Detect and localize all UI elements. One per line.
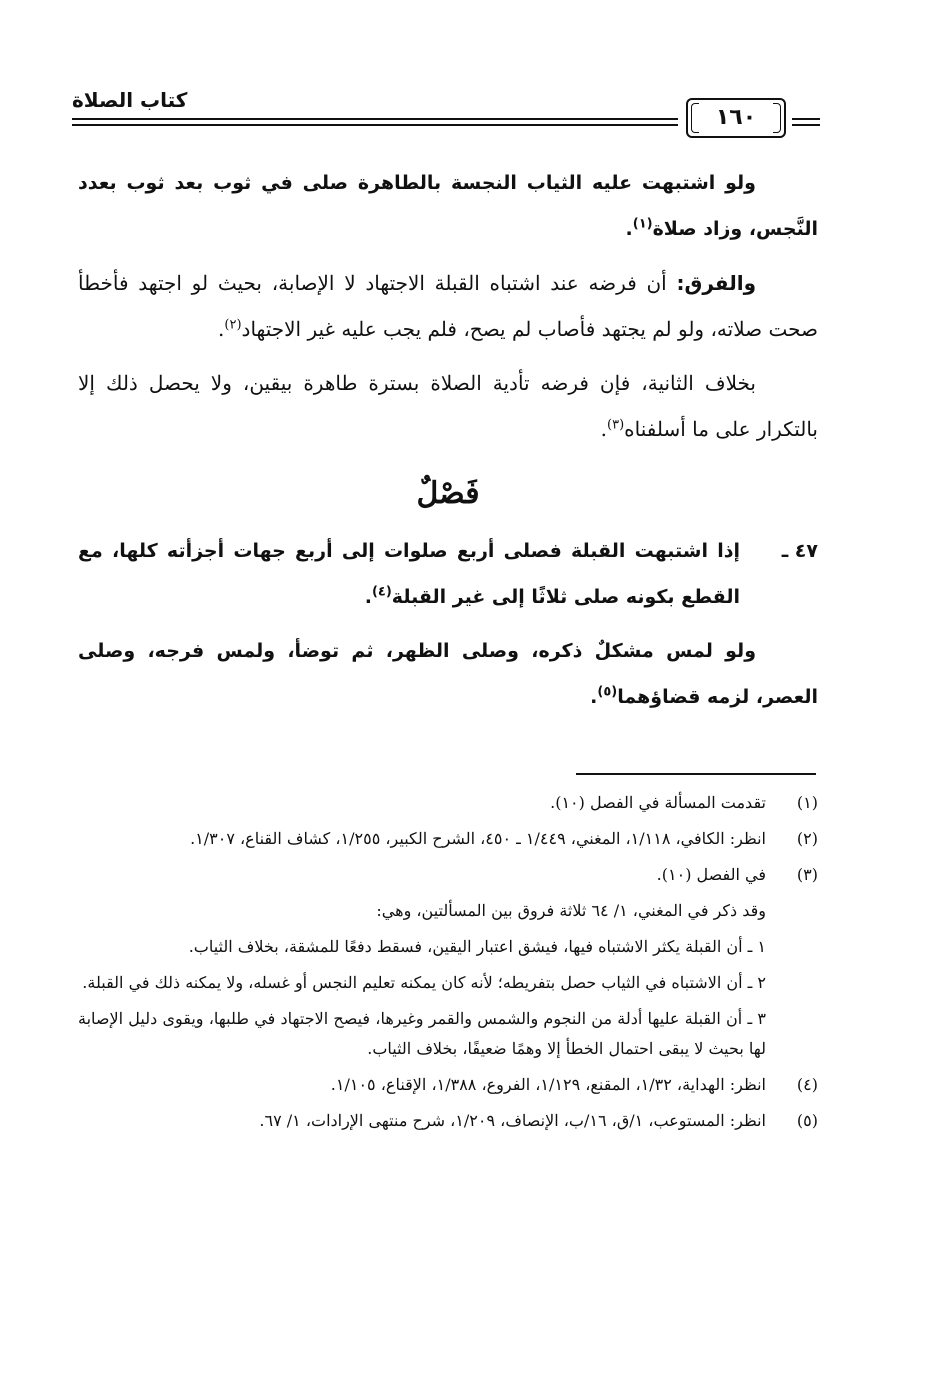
term-label: والفرق: [676,271,756,295]
footnote-1 [78,788,818,818]
footnote-text: انظر: المستوعب، ١/ق، ١٦/ب، الإنصاف، ١/٢٠٩، شرح منتهى الإرادات، ١/ ٦٧. [259,1111,766,1130]
footnote-ref[interactable]: (٢) [224,317,242,333]
paragraph-text: إذا اشتبهت القبلة فصلى أربع صلوات إلى أربع جهات أجزأته كلها، مع القطع بكونه صلى ثلاثًا إلى غير القبلة [78,540,740,608]
footnote-text: في الفصل (١٠). [656,865,766,884]
page-number: ١٦٠ [686,98,786,138]
footnote-5 [78,1106,818,1136]
footnote-2 [78,824,818,854]
period: . [625,218,633,240]
header-rule [792,124,820,126]
paragraph-text: أن فرضه عند اشتباه القبلة الاجتهاد لا الإصابة، بحيث لو اجتهد فأخطأ صحت صلاته، ولو لم يجتهد فأصاب لم يصح، فلم يجب عليه غير الاجتهاد [78,271,818,341]
footnote-text: انظر: الكافي، ١/١١٨، المغني، ١/٤٤٩ ـ ٤٥٠، الشرح الكبير، ١/٢٥٥، كشاف القناع، ١/٣٠٧. [190,829,766,848]
main-text [78,160,818,728]
footnote-number: (٣) [796,865,818,884]
paragraph-2 [78,260,818,352]
footnote-4 [78,1070,818,1100]
period: . [364,586,372,608]
issue-number: ٤٧ ـ [781,540,818,562]
header-rule [72,124,678,126]
footnote-text: تقدمت المسألة في الفصل (١٠). [550,793,766,812]
footnote-3-intro: وقد ذكر في المغني، ١/ ٦٤ ثلاثة فروق بين المسألتين، وهي: [376,901,766,920]
period: . [600,417,607,441]
header-rule [72,118,678,120]
footnote-number: (١) [796,793,818,812]
issue-paragraph [78,528,818,620]
footnote-3-item: ٢ ـ أن الاشتباه في الثياب حصل بتفريطه؛ لأنه كان يمكنه تعليم النجس أو غسله، ولا يمكنه ذلك في القبلة. [82,973,766,992]
footnote-separator [576,773,816,775]
paragraph-5 [78,628,818,720]
footnote-number: (٥) [796,1111,818,1130]
footnote-text: انظر: الهداية، ١/٣٢، المقنع، ١/١٢٩، الفروع، ١/٣٨٨، الإقناع، ١/١٠٥. [330,1075,766,1094]
footnotes [78,788,818,1142]
paragraph-text: ولو اشتبهت عليه الثياب النجسة بالطاهرة صلى في ثوب بعد ثوب بعدد النَّجس، وزاد صلاة [78,172,818,240]
paragraph-text: بخلاف الثانية، فإن فرضه تأدية الصلاة بسترة طاهرة بيقين، ولا يحصل ذلك إلا بالتكرار على ما أسلفناه [78,371,818,441]
footnote-3 [78,860,818,890]
paragraph-1 [78,160,818,252]
footnote-ref[interactable]: (٣) [607,417,625,433]
book-title: كتاب الصلاة [72,88,188,112]
footnote-ref[interactable]: (٤) [371,584,392,600]
period: . [590,686,598,708]
footnote-3-item: ٣ ـ أن القبلة عليها أدلة من النجوم والشمس والقمر وغيرها، فيصح الاجتهاد في طلبها، ويقوى دليل الإصابة لها بحيث لا يبقى احتمال الخطأ إلا وهمًا ضعيفًا، بخلاف الثياب. [78,1009,766,1058]
footnote-ref[interactable]: (٥) [597,684,618,700]
footnote-3-item: ١ ـ أن القبلة يكثر الاشتباه فيها، فيشق اعتبار اليقين، فسقط دفعًا للمشقة، بخلاف الثياب. [188,937,766,956]
paragraph-3 [78,360,818,452]
footnote-ref[interactable]: (١) [632,216,653,232]
paragraph-text: ولو لمس مشكلٌ ذكره، وصلى الظهر، ثم توضأ، ولمس فرجه، وصلى العصر، لزمه قضاؤهما [78,640,818,708]
section-title: فَصْلٌ [416,476,480,511]
page-header [72,88,820,138]
period: . [218,317,225,341]
header-rule [792,118,820,120]
footnote-number: (٤) [796,1075,818,1094]
footnote-number: (٢) [796,829,818,848]
